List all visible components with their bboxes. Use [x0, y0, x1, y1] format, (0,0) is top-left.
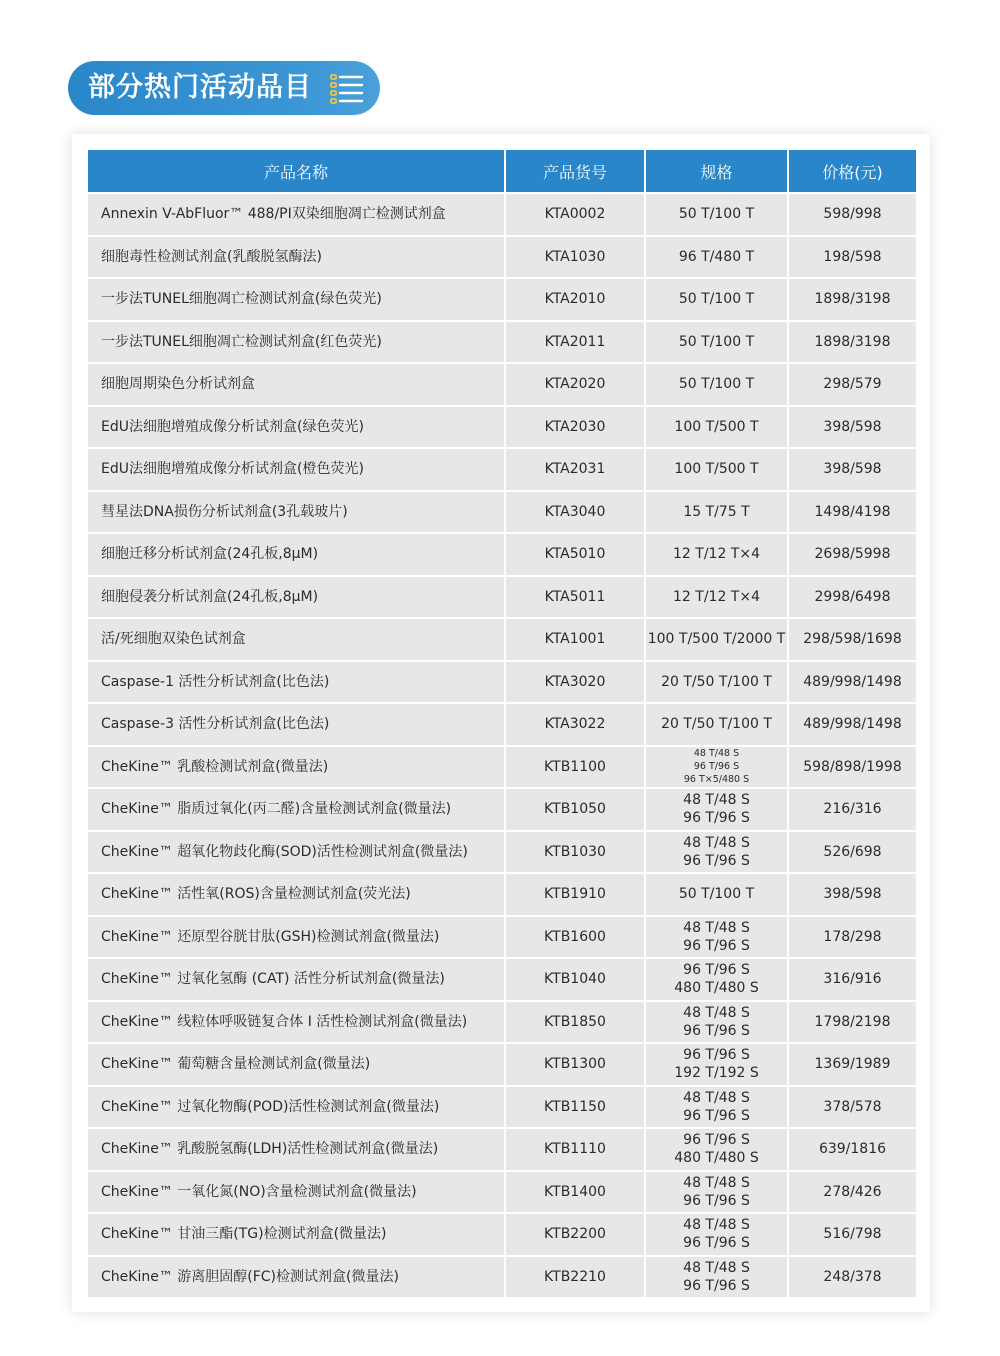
- table-row: [88, 789, 916, 832]
- product-code-cell: KTB1850: [506, 1002, 646, 1045]
- product-code-cell: KTA0002: [506, 194, 646, 237]
- product-code-cell: KTB1150: [506, 1087, 646, 1130]
- product-name-cell: Caspase-3 活性分析试剂盒(比色法): [88, 704, 506, 747]
- table-row: [88, 917, 916, 960]
- product-name-cell: Annexin V-AbFluor™ 488/PI双染细胞凋亡检测试剂盒: [88, 194, 506, 237]
- table-row: [88, 747, 916, 790]
- page-title: 部分热门活动品目: [88, 72, 312, 103]
- product-spec-cell: [646, 534, 789, 577]
- table-row: [88, 1257, 916, 1300]
- product-spec-cell: [646, 194, 789, 237]
- product-price-cell: 398/598: [789, 449, 916, 492]
- product-name-cell: EdU法细胞增殖成像分析试剂盒(绿色荧光): [88, 407, 506, 450]
- spec-line: 12 T/12 T×4: [673, 546, 760, 563]
- spec-line: 50 T/100 T: [678, 206, 755, 223]
- product-name-cell: CheKine™ 一氧化氮(NO)含量检测试剂盒(微量法): [88, 1172, 506, 1215]
- product-price-cell: 1898/3198: [789, 279, 916, 322]
- product-code-cell: KTA1001: [506, 619, 646, 662]
- product-spec-cell: [646, 832, 789, 875]
- product-code-cell: KTB1910: [506, 874, 646, 917]
- product-name-cell: CheKine™ 活性氧(ROS)含量检测试剂盒(荧光法): [88, 874, 506, 917]
- product-name-cell: EdU法细胞增殖成像分析试剂盒(橙色荧光): [88, 449, 506, 492]
- spec-line: 20 T/50 T/100 T: [661, 716, 772, 733]
- product-spec-cell: [646, 1002, 789, 1045]
- product-name-cell: CheKine™ 葡萄糖含量检测试剂盒(微量法): [88, 1044, 506, 1087]
- table-row: [88, 619, 916, 662]
- product-price-cell: 489/998/1498: [789, 704, 916, 747]
- product-name-cell: 一步法TUNEL细胞凋亡检测试剂盒(绿色荧光): [88, 279, 506, 322]
- product-price-cell: 178/298: [789, 917, 916, 960]
- spec-line: 192 T/192 S: [674, 1065, 759, 1082]
- spec-line: 50 T/100 T: [678, 376, 755, 393]
- table-row: [88, 1129, 916, 1172]
- product-price-cell: 516/798: [789, 1214, 916, 1257]
- product-price-cell: 278/426: [789, 1172, 916, 1215]
- product-price-cell: 639/1816: [789, 1129, 916, 1172]
- spec-line: 96 T/480 T: [678, 248, 755, 265]
- product-price-cell: 489/998/1498: [789, 662, 916, 705]
- product-spec-cell: [646, 789, 789, 832]
- spec-line: 50 T/100 T: [678, 333, 755, 350]
- spec-line: 20 T/50 T/100 T: [661, 673, 772, 690]
- table-row: [88, 1044, 916, 1087]
- spec-line: 100 T/500 T: [674, 418, 759, 435]
- product-spec-cell: [646, 917, 789, 960]
- product-code-cell: KTA3020: [506, 662, 646, 705]
- product-price-cell: 398/598: [789, 874, 916, 917]
- table-row: [88, 874, 916, 917]
- list-icon: [330, 71, 364, 105]
- product-spec-cell: [646, 1257, 789, 1300]
- product-price-cell: 598/998: [789, 194, 916, 237]
- product-spec-cell: [646, 322, 789, 365]
- product-code-cell: KTA2020: [506, 364, 646, 407]
- product-price-cell: 378/578: [789, 1087, 916, 1130]
- product-spec-cell: [646, 279, 789, 322]
- product-spec-cell: [646, 577, 789, 620]
- spec-line: 96 T/96 S: [683, 1235, 750, 1252]
- product-code-cell: KTA3022: [506, 704, 646, 747]
- product-spec-cell: [646, 959, 789, 1002]
- table-row: [88, 1214, 916, 1257]
- product-spec-cell: [646, 407, 789, 450]
- spec-line: 480 T/480 S: [674, 980, 759, 997]
- product-spec-cell: [646, 619, 789, 662]
- product-code-cell: KTA2031: [506, 449, 646, 492]
- product-code-cell: KTA2010: [506, 279, 646, 322]
- table-row: [88, 832, 916, 875]
- product-spec-cell: [646, 747, 789, 790]
- spec-line: 96 T/96 S: [683, 1192, 750, 1209]
- product-code-cell: KTB2210: [506, 1257, 646, 1300]
- table-header-row: [88, 150, 916, 194]
- product-name-cell: 细胞迁移分析试剂盒(24孔板,8μM): [88, 534, 506, 577]
- product-code-cell: KTB1110: [506, 1129, 646, 1172]
- product-name-cell: CheKine™ 超氧化物歧化酶(SOD)活性检测试剂盒(微量法): [88, 832, 506, 875]
- spec-line: 50 T/100 T: [678, 886, 755, 903]
- table-row: [88, 577, 916, 620]
- product-spec-cell: [646, 1214, 789, 1257]
- product-code-cell: KTB1400: [506, 1172, 646, 1215]
- product-code-cell: KTA3040: [506, 492, 646, 535]
- spec-line: 48 T/48 S: [693, 748, 740, 760]
- table-row: [88, 704, 916, 747]
- spec-line: 96 T×5/480 S: [683, 774, 750, 786]
- spec-line: 15 T/75 T: [683, 503, 750, 520]
- spec-line: 96 T/96 S: [683, 1107, 750, 1124]
- product-code-cell: KTA5010: [506, 534, 646, 577]
- product-price-cell: 216/316: [789, 789, 916, 832]
- table-row: [88, 662, 916, 705]
- spec-line: 48 T/48 S: [683, 1089, 750, 1106]
- product-name-cell: CheKine™ 乳酸检测试剂盒(微量法): [88, 747, 506, 790]
- table-row: [88, 279, 916, 322]
- spec-line: 100 T/500 T: [674, 461, 759, 478]
- table-row: [88, 322, 916, 365]
- product-name-cell: 彗星法DNA损伤分析试剂盒(3孔载玻片): [88, 492, 506, 535]
- spec-line: 48 T/48 S: [683, 834, 750, 851]
- product-price-cell: 2998/6498: [789, 577, 916, 620]
- product-spec-cell: [646, 1044, 789, 1087]
- product-price-cell: 316/916: [789, 959, 916, 1002]
- product-name-cell: 细胞周期染色分析试剂盒: [88, 364, 506, 407]
- table-row: [88, 1087, 916, 1130]
- title-banner: [68, 61, 380, 115]
- product-name-cell: 活/死细胞双染色试剂盒: [88, 619, 506, 662]
- table-row: [88, 959, 916, 1002]
- product-name-cell: 一步法TUNEL细胞凋亡检测试剂盒(红色荧光): [88, 322, 506, 365]
- spec-line: 100 T/500 T/2000 T: [647, 631, 786, 648]
- column-header-name: 产品名称: [88, 150, 506, 194]
- product-code-cell: KTB1050: [506, 789, 646, 832]
- product-price-cell: 298/579: [789, 364, 916, 407]
- product-code-cell: KTB1600: [506, 917, 646, 960]
- product-code-cell: KTA1030: [506, 237, 646, 280]
- spec-line: 96 T/96 S: [683, 810, 750, 827]
- product-spec-cell: [646, 1087, 789, 1130]
- spec-line: 48 T/48 S: [683, 919, 750, 936]
- spec-line: 96 T/96 S: [683, 937, 750, 954]
- spec-line: 96 T/96 S: [683, 1047, 750, 1064]
- product-name-cell: 细胞侵袭分析试剂盒(24孔板,8μM): [88, 577, 506, 620]
- product-name-cell: CheKine™ 甘油三酯(TG)检测试剂盒(微量法): [88, 1214, 506, 1257]
- product-spec-cell: [646, 449, 789, 492]
- product-code-cell: KTA5011: [506, 577, 646, 620]
- product-price-cell: 598/898/1998: [789, 747, 916, 790]
- product-code-cell: KTB1040: [506, 959, 646, 1002]
- table-row: [88, 1172, 916, 1215]
- product-name-cell: CheKine™ 脂质过氧化(丙二醛)含量检测试剂盒(微量法): [88, 789, 506, 832]
- product-code-cell: KTB1300: [506, 1044, 646, 1087]
- product-price-cell: 198/598: [789, 237, 916, 280]
- product-spec-cell: [646, 237, 789, 280]
- spec-line: 96 T/96 S: [683, 962, 750, 979]
- table-row: [88, 237, 916, 280]
- product-price-cell: 298/598/1698: [789, 619, 916, 662]
- table-row: [88, 492, 916, 535]
- product-code-cell: KTA2011: [506, 322, 646, 365]
- product-name-cell: CheKine™ 线粒体呼吸链复合体 Ⅰ 活性检测试剂盒(微量法): [88, 1002, 506, 1045]
- product-name-cell: Caspase-1 活性分析试剂盒(比色法): [88, 662, 506, 705]
- spec-line: 48 T/48 S: [683, 1259, 750, 1276]
- product-name-cell: CheKine™ 游离胆固醇(FC)检测试剂盒(微量法): [88, 1257, 506, 1300]
- product-price-cell: 526/698: [789, 832, 916, 875]
- table-row: [88, 449, 916, 492]
- product-price-cell: 1498/4198: [789, 492, 916, 535]
- product-name-cell: 细胞毒性检测试剂盒(乳酸脱氢酶法): [88, 237, 506, 280]
- spec-line: 12 T/12 T×4: [673, 588, 760, 605]
- product-code-cell: KTB2200: [506, 1214, 646, 1257]
- product-price-cell: 1369/1989: [789, 1044, 916, 1087]
- product-price-cell: 1898/3198: [789, 322, 916, 365]
- product-price-cell: 398/598: [789, 407, 916, 450]
- product-code-cell: KTB1100: [506, 747, 646, 790]
- table-row: [88, 407, 916, 450]
- table-row: [88, 364, 916, 407]
- table-row: [88, 534, 916, 577]
- product-name-cell: CheKine™ 还原型谷胱甘肽(GSH)检测试剂盒(微量法): [88, 917, 506, 960]
- product-spec-cell: [646, 704, 789, 747]
- product-spec-cell: [646, 662, 789, 705]
- spec-line: 96 T/96 S: [683, 852, 750, 869]
- product-name-cell: CheKine™ 过氧化氢酶 (CAT) 活性分析试剂盒(微量法): [88, 959, 506, 1002]
- product-price-cell: 248/378: [789, 1257, 916, 1300]
- spec-line: 48 T/48 S: [683, 1217, 750, 1234]
- spec-line: 96 T/96 S: [683, 1277, 750, 1294]
- table-row: [88, 1002, 916, 1045]
- spec-line: 50 T/100 T: [678, 291, 755, 308]
- product-code-cell: KTA2030: [506, 407, 646, 450]
- spec-line: 48 T/48 S: [683, 1174, 750, 1191]
- product-table: [88, 150, 916, 1299]
- product-card: [72, 134, 930, 1312]
- column-header-price: 价格(元): [789, 150, 916, 194]
- product-spec-cell: [646, 874, 789, 917]
- product-spec-cell: [646, 492, 789, 535]
- product-name-cell: CheKine™ 过氧化物酶(POD)活性检测试剂盒(微量法): [88, 1087, 506, 1130]
- spec-line: 48 T/48 S: [683, 792, 750, 809]
- product-spec-cell: [646, 1172, 789, 1215]
- spec-line: 480 T/480 S: [674, 1150, 759, 1167]
- product-spec-cell: [646, 1129, 789, 1172]
- product-code-cell: KTB1030: [506, 832, 646, 875]
- spec-line: 96 T/96 S: [683, 1022, 750, 1039]
- table-row: [88, 194, 916, 237]
- spec-line: 96 T/96 S: [683, 1132, 750, 1149]
- spec-line: 96 T/96 S: [693, 761, 740, 773]
- product-name-cell: CheKine™ 乳酸脱氢酶(LDH)活性检测试剂盒(微量法): [88, 1129, 506, 1172]
- product-price-cell: 2698/5998: [789, 534, 916, 577]
- product-price-cell: 1798/2198: [789, 1002, 916, 1045]
- spec-line: 48 T/48 S: [683, 1004, 750, 1021]
- product-spec-cell: [646, 364, 789, 407]
- column-header-spec: 规格: [646, 150, 789, 194]
- column-header-code: 产品货号: [506, 150, 646, 194]
